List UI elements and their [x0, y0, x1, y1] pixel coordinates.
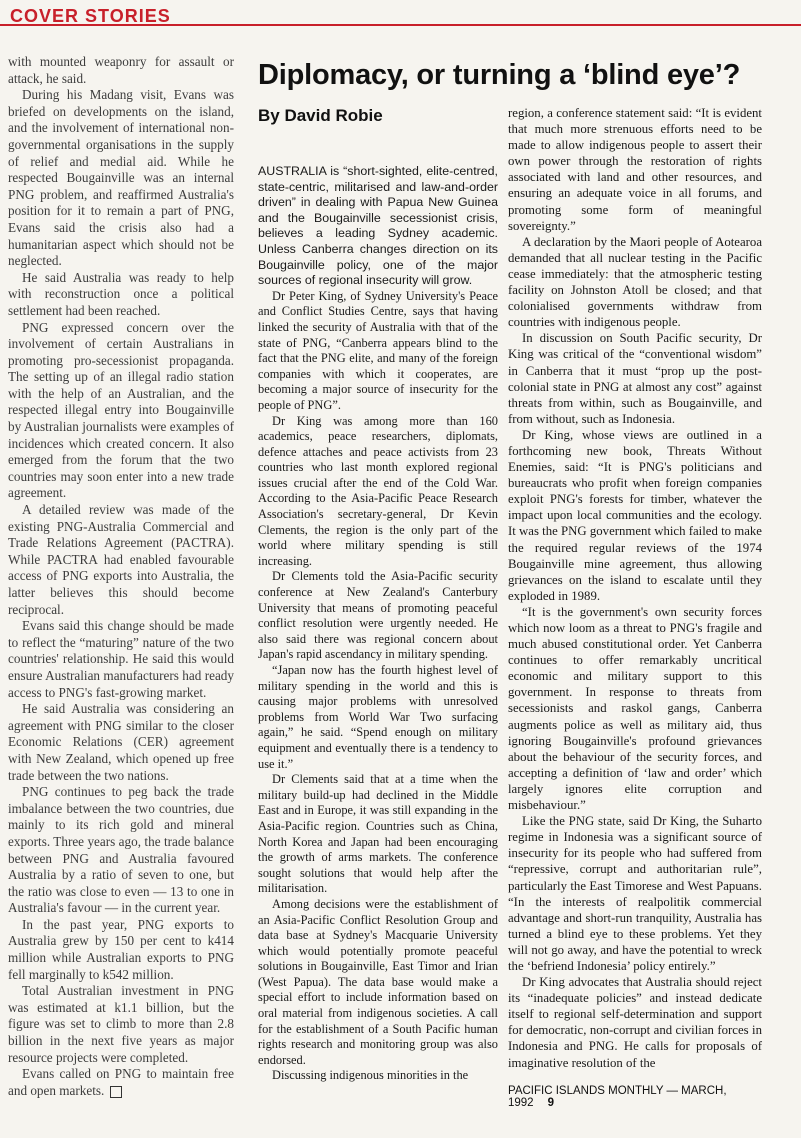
left-paragraph: PNG continues to peg back the trade imbalance between the two countries, due mainly to its rich gold and mineral exports. Three years ago, the trade balance between PNG and Australia favoured Australia by a ratio of seven to one, but the ratio was close to even — 13 to one in Australia's favour — in the current year.: [8, 784, 234, 916]
middle-column: [258, 164, 498, 1084]
middle-paragraph: Dr Clements said that at a time when the military build-up had declined in the Middle East and in Europe, it was still expanding in the Asia-Pacific region. Countries such as China, North Korea and Japan had been encouraging the growth of arms markets. The conference sought solutions that would help after the militarisation.: [258, 772, 498, 896]
right-paragraph: A declaration by the Maori people of Aotearoa demanded that all nuclear testing in the Pacific cease immediately: that the atmospheric testing facility on Johnston Atoll be closed; and that colonialised governments withdraw from countries with indigenous people.: [508, 234, 762, 330]
middle-paragraph: Dr Peter King, of Sydney University's Peace and Conflict Studies Centre, says that having linked the security of Australia with that of the state of PNG, “Canberra appears blind to the fact that the PNG elite, and many of the foreign companies with which it cooperates, are becoming a major source of insecurity for the people of PNG”.: [258, 288, 498, 412]
page-number: 9: [547, 1097, 554, 1109]
right-paragraph: Like the PNG state, said Dr King, the Suharto regime in Indonesia was a significant source of insecurity for its people who had suffered from “repressive, corrupt and authoritarian rule”, particularly the East Timorese and West Papuans. “In the interests of realpolitik commercial advantage and short-run tranquility, Australia has turned a blind eye to these problems. Yet they will not go away, and have the potential to wreck the ‘befriend Indonesia’ policy entirely.”: [508, 814, 762, 973]
publication-name: PACIFIC ISLANDS MONTHLY — MARCH, 1992: [508, 1085, 727, 1109]
left-column: [8, 54, 234, 1099]
middle-paragraph: Among decisions were the establishment of an Asia-Pacific Conflict Resolution Group and data base at Sydney's Macquarie University which would potentially promote peaceful solutions in Bougainville, East Timor and Irian (West Papua). The data base would make a special effort to include information based on oral material from indigenous societies. A call for the establishment of a South Pacific human rights research and monitoring group was also endorsed.: [258, 896, 498, 1067]
section-tag: COVER STORIES: [10, 6, 171, 26]
section-header: [0, 0, 801, 28]
middle-paragraph: Discussing indigenous minorities in the: [272, 1068, 469, 1083]
left-paragraph: A detailed review was made of the existing PNG-Australia Commercial and Trade Relations Agreement (PACTRA). While PACTRA had enabled favourable access of PNG exports into Australia, the latter believes this should become reciprocal.: [8, 502, 234, 617]
right-paragraph: Dr King, whose views are outlined in a forthcoming new book, Threats Without Enemies, said: “It is PNG's politicians and bureaucrats who profit when foreign companies exploit PNG's forests for timber, whatever the impact upon local communities and the ecology. It was the PNG government which failed to make the required regular reviews of the 1974 Bougainville mine agreement, thus allowing grievances on the island to escalate until they exploded in 1989.: [508, 427, 762, 603]
right-paragraph: “It is the government's own security forces which now loom as a threat to PNG's fragile and much abused constitutional order. Yet Canberra continues to offer remarkably uncritical economic and military support to this government. In response to threats from secessionists and raskol gangs, Canberra augments police as well as military aid, thus ignoring Bougainville's profound grievances about the behaviour of the security forces, and accepting a definition of ‘law and order’ which largely ignores elite corruption and misbehaviour.”: [508, 604, 762, 813]
left-paragraph: During his Madang visit, Evans was briefed on developments on the island, and the involvement of international non-governmental organisations in the supply of relief and medial aid. While he respected Bougainville was an internal PNG problem, and reaffirmed Australia's position for it to remain a part of PNG, Evans said the crisis also had a humanitarian aspect which should not be neglected.: [8, 87, 234, 269]
middle-paragraph: “Japan now has the fourth highest level of military spending in the world and this is causing major problems with unresolved problems from World War Two surfacing again,” he said. “Spend enough on military equipment and eventually there is a tendency to use it.”: [258, 663, 498, 771]
article-headline: Diplomacy, or turning a ‘blind eye’?: [258, 59, 741, 91]
end-mark-icon: [110, 1086, 122, 1098]
right-paragraph: In discussion on South Pacific security, Dr King was critical of the “conventional wisdom” in Canberra that it must “prop up the post-colonial state in PNG at almost any cost” against threats from within, such as Bougainville, and from without, such as Indonesia.: [508, 331, 762, 426]
middle-paragraph: Dr Clements told the Asia-Pacific security conference at New Zealand's Canterbury University that means of promoting peaceful conflict resolution were urgently needed. He also said there was regional concern about Japan's rapid ascendancy in military spending.: [258, 569, 498, 662]
page-footer: [508, 1085, 768, 1109]
left-paragraph-text: Evans called on PNG to maintain free and open markets.: [8, 1066, 234, 1098]
left-paragraph: with mounted weaponry for assault or attack, he said.: [8, 54, 234, 86]
left-paragraph: He said Australia was considering an agreement with PNG similar to the closer Economic Relations (CER) agreement with New Zealand, which opened up free trade between the two nations.: [8, 701, 234, 783]
right-paragraph: region, a conference statement said: “It is evident that much more strenuous efforts need to be made to allow indigenous people to assert their own power through the restoration of rights associated with land and other resources, and ensuring an adequate voice in all forums, and promoting some form of meaningful sovereignty.”: [508, 106, 762, 233]
article-byline: By David Robie: [258, 106, 383, 125]
left-paragraph: Evans said this change should be made to reflect the “maturing” nature of the two countries' relationship. He said this would ensure Australian manufacturers had ready access to PNG's fast-growing market.: [8, 618, 234, 700]
left-paragraph: Total Australian investment in PNG was estimated at k1.1 billion, but the figure was set to climb to more than 2.8 billion in the next five years as major resource projects were completed.: [8, 983, 234, 1065]
middle-paragraph: Dr King was among more than 160 academics, peace researchers, diplomats, defence attaches and peace activists from 23 countries who last month explored regional issues crucial after the end of the Cold War. According to the Asia-Pacific Peace Research Association's secretary-general, Dr Kevin Clements, the region is the only part of the world where military spending is still increasing.: [258, 413, 498, 568]
left-paragraph: He said Australia was ready to help with reconstruction once a political settlement had been reached.: [8, 269, 234, 318]
left-paragraph-last: [8, 1066, 234, 1099]
right-paragraph: Dr King advocates that Australia should reject its “inadequate policies” and instead dedicate itself to regional self-determination and support for democratic, non-corrupt and civilian forces in Indonesia and PNG. He calls for proposals of imaginative resolution of the: [508, 975, 762, 1070]
lead-paragraph: AUSTRALIA is “short-sighted, elite-centred, state-centric, militarised and law-and-order driven” in dealing with Papua New Guinea and the Bougainville secessionist crisis, believes a leading Sydney academic. Unless Canberra changes direction on its Bougainville policy, one of the major sources of regional insecurity will grow.: [258, 164, 498, 288]
left-paragraph: PNG expressed concern over the involvement of certain Australians in promoting pro-secessionist propaganda. The setting up of an illegal radio station with the help of an Australian, and the respected illegal entry into Bougainville by Australian journalists were examples of incidences which created concern. It also emerged from the forum that the two countries may soon enter into a new trade agreement.: [8, 319, 234, 501]
right-column: [508, 105, 762, 1071]
left-paragraph: In the past year, PNG exports to Australia grew by 150 per cent to k414 million while Australian exports to PNG fell marginally to k542 million.: [8, 916, 234, 982]
header-rule: [0, 24, 801, 26]
